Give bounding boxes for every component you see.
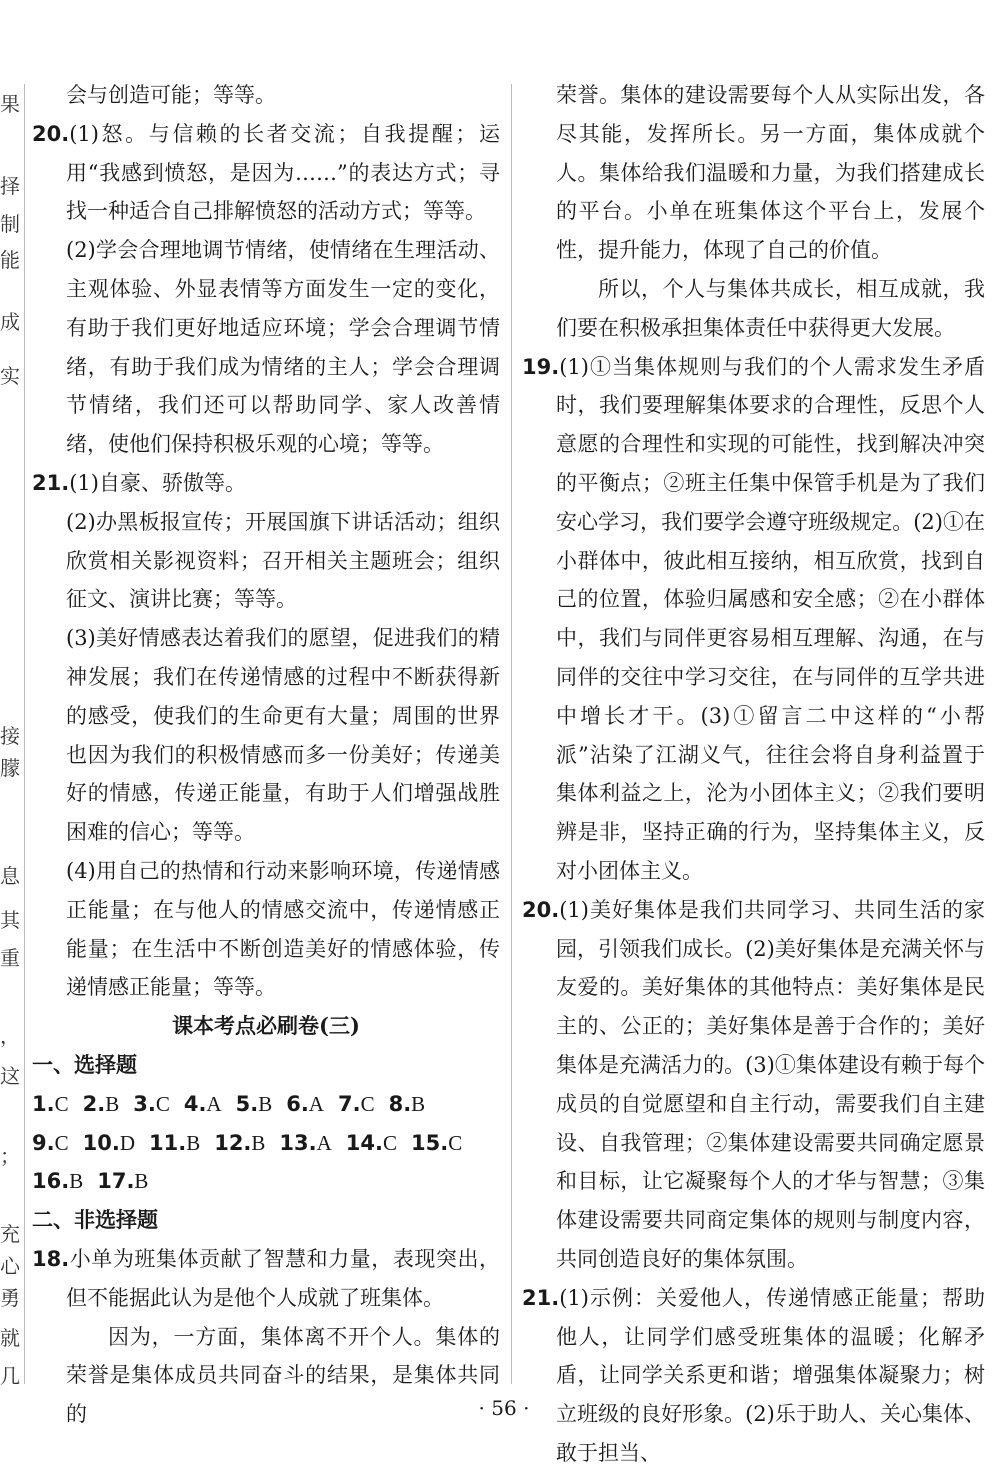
left-paragraph xyxy=(32,1240,500,1318)
paragraph-text: (1)怒。与信赖的长者交流；自我提醒；运用“我感到愤怒，是因为……”的表达方式；寻找一种适合自己排解愤怒的活动方式；等等。 xyxy=(66,121,500,224)
margin-fragment-char: 果 xyxy=(0,92,20,116)
margin-fragment-char: 充 xyxy=(0,1222,20,1246)
answer-item: 4.A xyxy=(183,1091,222,1116)
margin-fragment-char: 择 xyxy=(0,174,20,198)
answer-item: 11.B xyxy=(148,1130,201,1155)
margin-fragment-char: 这 xyxy=(0,1064,20,1088)
answer-item: 5.B xyxy=(235,1091,273,1116)
paragraph-text: (1)①当集体规则与我们的个人需求发生矛盾时，我们要理解集体要求的合理性，反思个人意愿的合理性和实现的可能性，找到解决冲突的平衡点；②班主任集中保管手机是为了我们安心学习，我们要学会遵守班级规定。(2)①在小群体中，彼此相互接纳，相互欣赏，找到自己的位置，体验归属感和安全感；②在小群体中，我们与同伴更容易相互理解、沟通，在与同伴的交往中学习交往，在与同伴的互学共进中增长才干。(3)①留言二中这样的“小帮派”沾染了江湖义气，往往会将自身利益置于集体利益之上，沦为小团体主义；②我们要明辨是非，坚持正确的行为，坚持集体主义，反对小团体主义。 xyxy=(556,354,985,883)
right-paragraph xyxy=(522,270,985,348)
answer-item: 3.C xyxy=(133,1091,170,1116)
paragraph-text: 小单为班集体贡献了智慧和力量，表现突出，但不能据此认为是他个人成就了班集体。 xyxy=(66,1246,500,1310)
left-column xyxy=(32,76,500,1434)
paragraph-text: 二、非选择题 xyxy=(32,1207,158,1233)
answer-row xyxy=(32,1162,500,1201)
paragraph-text: (3)美好情感表达着我们的愿望，促进我们的精神发展；我们在传递情感的过程中不断获得新的感受，使我们的生命更有大量；周围的世界也因为我们的积极情感而多一份美好；传递美好的情感，传递正能量，有助于人们增强战胜困难的信心；等等。 xyxy=(66,626,500,845)
right-paragraph xyxy=(522,891,985,1279)
margin-divider xyxy=(24,84,25,1384)
answer-item: 7.C xyxy=(337,1091,375,1116)
answer-item: 12.B xyxy=(214,1130,266,1155)
paragraph-text: (1)自豪、骄傲等。 xyxy=(69,470,246,495)
left-paragraph xyxy=(32,1046,500,1085)
left-paragraph xyxy=(32,115,500,231)
paragraph-text: (4)用自己的热情和行动来影响环境，传递情感正能量；在与他人的情感交流中，传递情感正能量；在生活中不断创造美好的情感体验，传递情感正能量；等等。 xyxy=(66,858,500,1000)
margin-fragment-char: ， xyxy=(0,1024,20,1048)
margin-fragment-char: 成 xyxy=(0,310,20,334)
right-paragraph xyxy=(522,348,985,891)
column-divider xyxy=(511,84,512,1384)
margin-fragment-char: 就 xyxy=(0,1326,20,1350)
answer-item: 15.C xyxy=(411,1130,463,1155)
paragraph-text: 会与创造可能；等等。 xyxy=(66,83,276,107)
left-paragraph xyxy=(32,231,500,464)
left-paragraph xyxy=(32,503,500,619)
paragraph-text: (2)学会合理地调节情绪，使情绪在生理活动、主观体验、外显表情等方面发生一定的变化，有助于我们更好地适应环境；学会合理调节情绪，有助于我们成为情绪的主人；学会合理调节情绪，我们还可以帮助同学、家人改善情绪，使他们保持积极乐观的心境；等等。 xyxy=(66,238,500,457)
margin-fragment-char: 能 xyxy=(0,248,20,272)
margin-fragment-char: 息 xyxy=(0,864,20,888)
answer-row xyxy=(32,1124,500,1163)
answer-item: 9.C xyxy=(32,1130,69,1155)
answer-item: 16.B xyxy=(32,1169,84,1194)
paragraph-text: 课本考点必刷卷(三) xyxy=(172,1013,360,1039)
margin-fragment-char: 接 xyxy=(0,724,20,748)
answer-item: 1.C xyxy=(32,1091,69,1116)
answer-item: 17.B xyxy=(97,1169,149,1194)
paragraph-text: 所以，个人与集体共成长，相互成就，我们要在积极承担集体责任中获得更大发展。 xyxy=(556,276,985,340)
margin-fragment-char: 朦 xyxy=(0,756,20,780)
answer-item: 2.B xyxy=(82,1091,120,1116)
paragraph-text: 因为，一方面，集体离不开个人。集体的荣誉是集体成员共同奋斗的结果，是集体共同的 xyxy=(66,1324,500,1427)
question-number: 18. xyxy=(32,1246,70,1271)
margin-fragment-char: 实 xyxy=(0,364,20,388)
answer-item: 10.D xyxy=(82,1130,135,1155)
paragraph-text: (1)示例：关爱他人，传递情感正能量；帮助他人，让同学们感受班集体的温暖；化解矛盾，让同学关系更和谐；增强集体凝聚力；树立班级的良好形象。(2)乐于助人、关心集体、敢于担当、 xyxy=(556,1285,985,1465)
paragraph-text: 一、选择题 xyxy=(32,1051,137,1077)
answer-item: 14.C xyxy=(345,1130,398,1155)
margin-fragment-char: 重 xyxy=(0,946,20,970)
paragraph-text: (1)美好集体是我们共同学习、共同生活的家园，引领我们成长。(2)美好集体是充满关怀与友爱的。美好集体的其他特点：美好集体是民主的、公正的；美好集体是善于合作的；美好集体是充满活力的。(3)①集体建设有赖于每个成员的自觉愿望和自主行动，需要我们自主建设、自我管理；②集体建设需要共同确定愿景和目标，让它凝聚每个人的才华与智慧；③集体建设需要共同商定集体的规则与制度内容，共同创造良好的集体氛围。 xyxy=(556,897,985,1271)
margin-fragment-char: 其 xyxy=(0,908,20,932)
page-number: · 56 · xyxy=(478,1396,530,1420)
question-number: 19. xyxy=(522,354,560,379)
paragraph-text: (2)办黑板报宣传；开展国旗下讲话活动；组织欣赏相关影视资料；召开相关主题班会；组织征文、演讲比赛；等等。 xyxy=(66,509,500,612)
margin-fragment-char: 心 xyxy=(0,1254,20,1278)
right-column xyxy=(522,76,985,1473)
margin-fragment-char: 几 xyxy=(0,1364,20,1388)
answer-row xyxy=(32,1085,500,1124)
left-paragraph xyxy=(32,619,500,852)
answer-item: 6.A xyxy=(286,1091,324,1116)
question-number: 20. xyxy=(522,897,560,922)
answer-item: 8.B xyxy=(388,1091,426,1116)
left-paragraph xyxy=(32,464,500,503)
left-paragraph xyxy=(32,1201,500,1240)
left-paragraph xyxy=(32,76,500,115)
left-paragraph xyxy=(32,1007,500,1046)
paragraph-text: 荣誉。集体的建设需要每个人从实际出发，各尽其能，发挥所长。另一方面，集体成就个人。集体给我们温暖和力量，为我们搭建成长的平台。小单在班集体这个平台上，发展个性，提升能力，体现了自己的价值。 xyxy=(556,83,985,263)
left-paragraph xyxy=(32,852,500,1007)
question-number: 20. xyxy=(32,121,70,146)
margin-fragment-char: 制 xyxy=(0,212,20,236)
margin-fragment-char: 勇 xyxy=(0,1286,20,1310)
margin-fragment-char: ； xyxy=(0,1144,20,1168)
left-margin-fragment xyxy=(0,60,22,1400)
answer-item: 13.A xyxy=(279,1130,332,1155)
question-number: 21. xyxy=(32,470,70,495)
question-number: 21. xyxy=(522,1285,560,1310)
right-paragraph xyxy=(522,1279,985,1473)
right-paragraph xyxy=(522,76,985,270)
